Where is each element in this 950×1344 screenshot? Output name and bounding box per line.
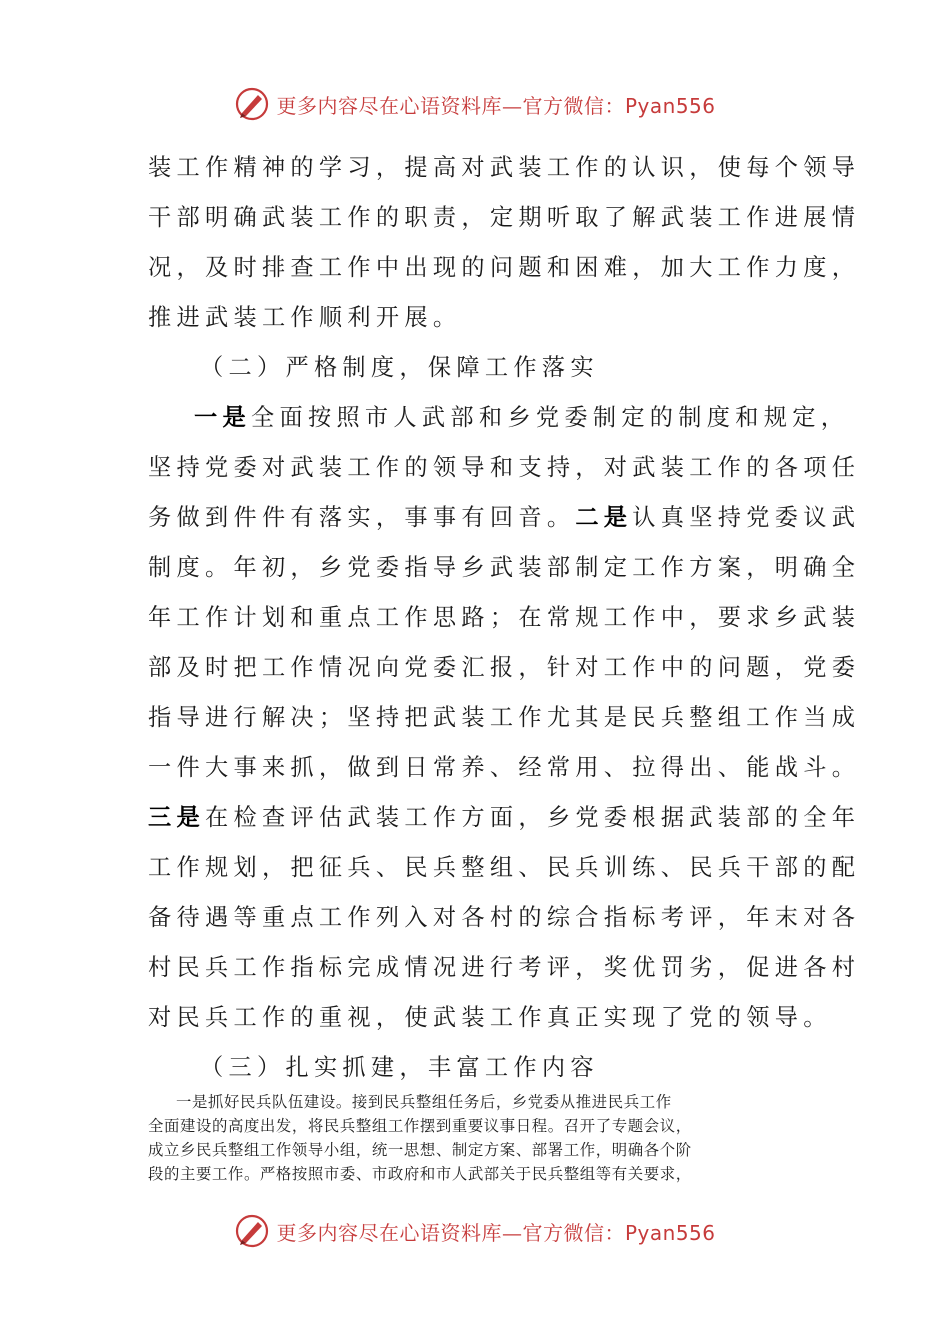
paragraph-line: 装工作精神的学习，提高对武装工作的认识，使每个领导 <box>148 154 861 181</box>
pen-logo-icon <box>234 86 270 122</box>
paragraph-line: 备待遇等重点工作列入对各村的综合指标考评，年末对各 <box>148 904 861 931</box>
watermark-text: 更多内容尽在心语资料库—官方微信：Pyan556 <box>276 93 716 118</box>
document-body <box>148 143 861 1093</box>
section-heading-2: （二）严格制度，保障工作落实 <box>200 354 599 381</box>
paragraph-line: 推进武装工作顺利开展。 <box>148 304 462 331</box>
paragraph-line: 村民兵工作指标完成情况进行考评，奖优罚劣，促进各村 <box>148 954 861 981</box>
watermark-top <box>0 84 950 124</box>
watermark-text: 更多内容尽在心语资料库—官方微信：Pyan556 <box>276 1220 716 1245</box>
watermark-bottom <box>0 1211 950 1251</box>
bold-marker: 三是 <box>148 804 205 831</box>
paragraph-line: 工作规划，把征兵、民兵整组、民兵训练、民兵干部的配 <box>148 854 861 881</box>
paragraph-line: 指导进行解决；坚持把武装工作尤其是民兵整组工作当成 <box>148 704 861 731</box>
paragraph-line: 制度。年初，乡党委指导乡武装部制定工作方案，明确全 <box>148 554 861 581</box>
paragraph-line: 年工作计划和重点工作思路；在常规工作中，要求乡武装 <box>148 604 861 631</box>
small-paragraph <box>148 1090 792 1186</box>
paragraph-line: 部及时把工作情况向党委汇报，针对工作中的问题，党委 <box>148 654 861 681</box>
small-paragraph-line: 全面建设的高度出发，将民兵整组工作摆到重要议事日程。召开了专题会议， <box>148 1117 692 1135</box>
bold-marker: 一是 <box>194 404 251 431</box>
pen-logo-icon <box>234 1213 270 1249</box>
paragraph-line: 干部明确武装工作的职责，定期听取了解武装工作进展情 <box>148 204 861 231</box>
paragraph-line: 一件大事来抓，做到日常养、经常用、拉得出、能战斗。 <box>148 754 861 781</box>
paragraph-line: 对民兵工作的重视，使武装工作真正实现了党的领导。 <box>148 1004 832 1031</box>
section-heading-3: （三）扎实抓建，丰富工作内容 <box>200 1054 599 1081</box>
small-paragraph-line: 一是抓好民兵队伍建设。接到民兵整组任务后，乡党委从推进民兵工作 <box>176 1093 672 1111</box>
small-paragraph-line: 成立乡民兵整组工作领导小组，统一思想、制定方案、部署工作，明确各个阶 <box>148 1141 692 1159</box>
paragraph-line: 一是全面按照市人武部和乡党委制定的制度和规定， <box>194 404 850 431</box>
bold-marker: 二是 <box>575 504 633 531</box>
paragraph-line: 务做到件件有落实，事事有回音。二是认真坚持党委议武 <box>148 504 861 531</box>
paragraph-line: 况，及时排查工作中出现的问题和困难，加大工作力度， <box>148 254 861 281</box>
paragraph-line: 坚持党委对武装工作的领导和支持，对武装工作的各项任 <box>148 454 861 481</box>
small-paragraph-line: 段的主要工作。严格按照市委、市政府和市人武部关于民兵整组等有关要求， <box>148 1165 692 1183</box>
paragraph-line: 三是在检查评估武装工作方面，乡党委根据武装部的全年 <box>148 804 861 831</box>
